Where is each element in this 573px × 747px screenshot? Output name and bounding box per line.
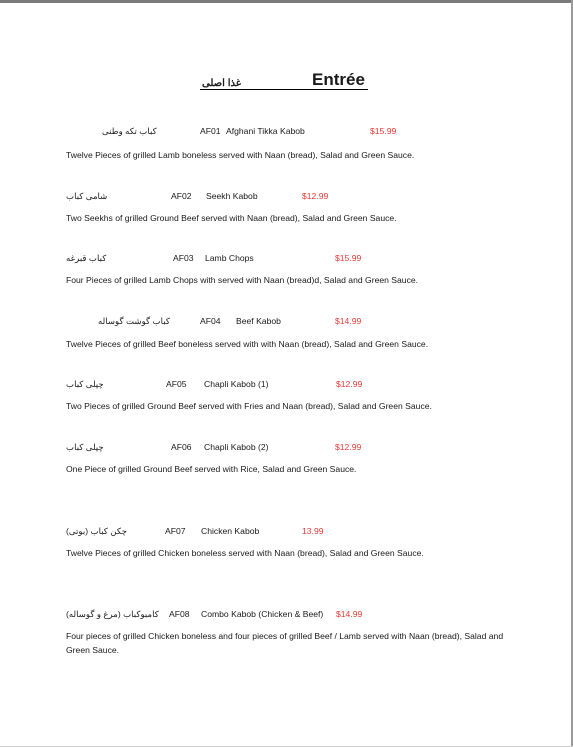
item-name: Seekh Kabob <box>206 191 258 201</box>
item-price: $15.99 <box>370 126 397 136</box>
item-name-farsi: چکن کباب (بوتی) <box>66 526 127 536</box>
item-code: AF02 <box>171 191 192 201</box>
item-code: AF04 <box>200 316 221 326</box>
item-name: Beef Kabob <box>236 316 281 326</box>
item-price: $12.99 <box>336 379 363 389</box>
item-description: Four Pieces of grilled Lamb Chops with served with Naan (bread)d, Salad and Green Sauce. <box>66 275 419 285</box>
item-name-farsi: کباب قبرغه <box>66 253 107 263</box>
item-price: $14.99 <box>335 316 362 326</box>
item-description: Two Pieces of grilled Ground Beef served with Fries and Naan (bread), Salad and Green Sauce. <box>66 401 432 411</box>
item-name: Chapli Kabob (1) <box>204 379 269 389</box>
item-description: Twelve Pieces of grilled Beef boneless served with with Naan (bread), Salad and Green Sauce. <box>66 339 429 349</box>
item-code: AF03 <box>173 253 194 263</box>
item-name: Combo Kabob (Chicken & Beef) <box>201 609 324 619</box>
item-price: $12.99 <box>302 191 329 201</box>
item-code: AF05 <box>166 379 187 389</box>
item-code: AF01 <box>200 126 221 136</box>
item-name: Chapli Kabob (2) <box>204 442 269 452</box>
item-description: Twelve Pieces of grilled Chicken boneless served with Naan (bread), Salad and Green Sauce. <box>66 548 424 558</box>
item-description: Two Seekhs of grilled Ground Beef served with Naan (bread), Salad and Green Sauce. <box>66 213 397 223</box>
page-border-top <box>0 0 573 3</box>
item-code: AF08 <box>169 609 190 619</box>
title-farsi: غذا اصلی <box>202 78 241 89</box>
item-price: $15.99 <box>335 253 362 263</box>
item-name-farsi: کامبوکباب (مرغ و گوساله) <box>66 609 159 619</box>
item-price: $14.99 <box>336 609 363 619</box>
item-description: One Piece of grilled Ground Beef served with Rice, Salad and Green Sauce. <box>66 464 357 474</box>
item-description: Four pieces of grilled Chicken boneless and four pieces of grilled Beef / Lamb served with Naan (bread), Salad and Green Sauce. <box>66 631 504 655</box>
item-name: Afghani Tikka Kabob <box>226 126 305 136</box>
item-price: 13.99 <box>302 526 324 536</box>
item-name-farsi: چپلی کباب <box>66 379 104 389</box>
item-name: Lamb Chops <box>205 253 254 263</box>
item-name-farsi: شامی کباب <box>66 191 108 201</box>
item-name-farsi: کباب تکه وطنی <box>102 126 157 136</box>
item-description: Twelve Pieces of grilled Lamb boneless served with Naan (bread), Salad and Green Sauce. <box>66 150 415 160</box>
item-code: AF07 <box>165 526 186 536</box>
title-underline <box>200 89 368 90</box>
item-code: AF06 <box>171 442 192 452</box>
title-english: Entrée <box>312 70 365 89</box>
item-name-farsi: کباب گوشت گوساله <box>98 316 170 326</box>
item-name: Chicken Kabob <box>201 526 260 536</box>
item-price: $12.99 <box>335 442 362 452</box>
item-name-farsi: چپلی کباب <box>66 442 104 452</box>
